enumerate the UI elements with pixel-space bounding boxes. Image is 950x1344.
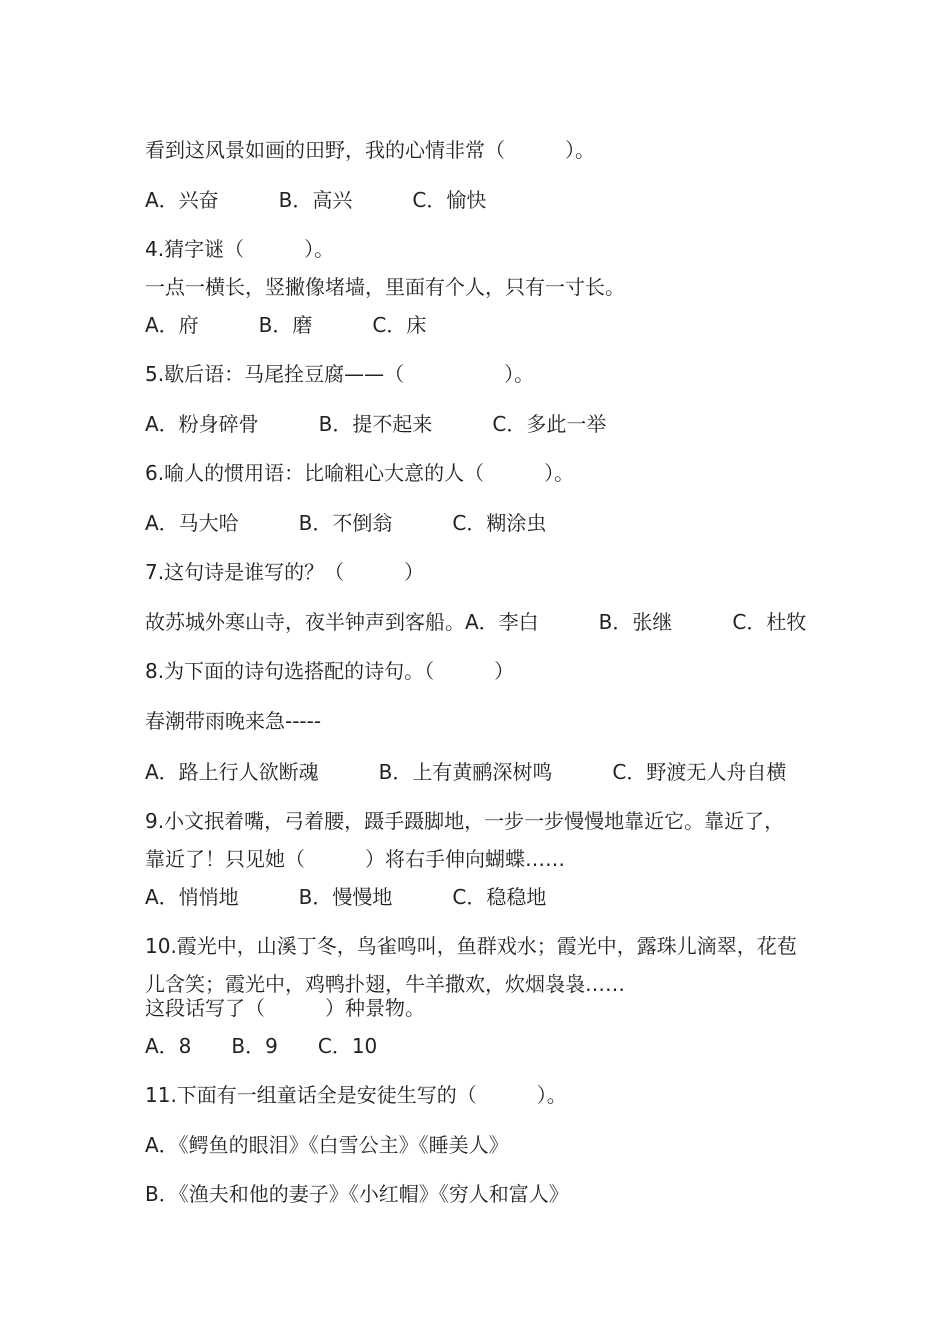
q11-option-b: B．《渔夫和他的妻子》《小红帽》《穷人和富人》 xyxy=(145,1182,569,1206)
q4-options: A．府 B．磨 C．床 xyxy=(145,313,427,337)
q3-sentence: 看到这风景如画的田野，我的心情非常（ ）。 xyxy=(145,138,595,162)
q4-question: 4.猜字谜（ ）。 xyxy=(145,237,335,261)
q10-options: A．8 B．9 C．10 xyxy=(145,1034,378,1058)
q5-options: A．粉身碎骨 B．提不起来 C．多此一举 xyxy=(145,412,607,436)
q10-passage-line-1: 10.霞光中，山溪丁冬，鸟雀鸣叫，鱼群戏水；霞光中，露珠儿滴翠，花苞 xyxy=(145,934,797,958)
q4-riddle: 一点一横长，竖撇像堵墙，里面有个人，只有一寸长。 xyxy=(145,275,625,299)
q8-question: 8.为下面的诗句选搭配的诗句。（ ） xyxy=(145,659,515,683)
q10-question: 这段话写了（ ）种景物。 xyxy=(145,996,425,1020)
q11-question: 11.下面有一组童话全是安徒生写的（ ）。 xyxy=(145,1083,567,1107)
q7-question: 7.这句诗是谁写的？（ ） xyxy=(145,560,425,584)
q5-question: 5.歇后语：马尾拴豆腐——（ ）。 xyxy=(145,362,535,386)
q8-options: A．路上行人欲断魂 B．上有黄鹂深树鸣 C．野渡无人舟自横 xyxy=(145,760,787,784)
q6-question: 6.喻人的惯用语：比喻粗心大意的人（ ）。 xyxy=(145,461,575,485)
q9-passage-line-2: 靠近了！只见她（ ）将右手伸向蝴蝶…… xyxy=(145,847,565,871)
q8-poem-line: 春潮带雨晚来急----- xyxy=(145,709,322,733)
q3-options: A．兴奋 B．高兴 C．愉快 xyxy=(145,188,487,212)
q9-passage-line-1: 9.小文抿着嘴，弓着腰，蹑手蹑脚地，一步一步慢慢地靠近它。靠近了， xyxy=(145,809,785,833)
q10-passage-line-2: 儿含笑；霞光中，鸡鸭扑翅，牛羊撒欢，炊烟袅袅…… xyxy=(145,972,625,996)
q11-option-a: A．《鳄鱼的眼泪》《白雪公主》《睡美人》 xyxy=(145,1133,509,1157)
q6-options: A．马大哈 B．不倒翁 C．糊涂虫 xyxy=(145,511,547,535)
q7-poem-and-options: 故苏城外寒山寺，夜半钟声到客船。A．李白 B．张继 C．杜牧 xyxy=(145,610,807,634)
q9-options: A．悄悄地 B．慢慢地 C．稳稳地 xyxy=(145,885,547,909)
